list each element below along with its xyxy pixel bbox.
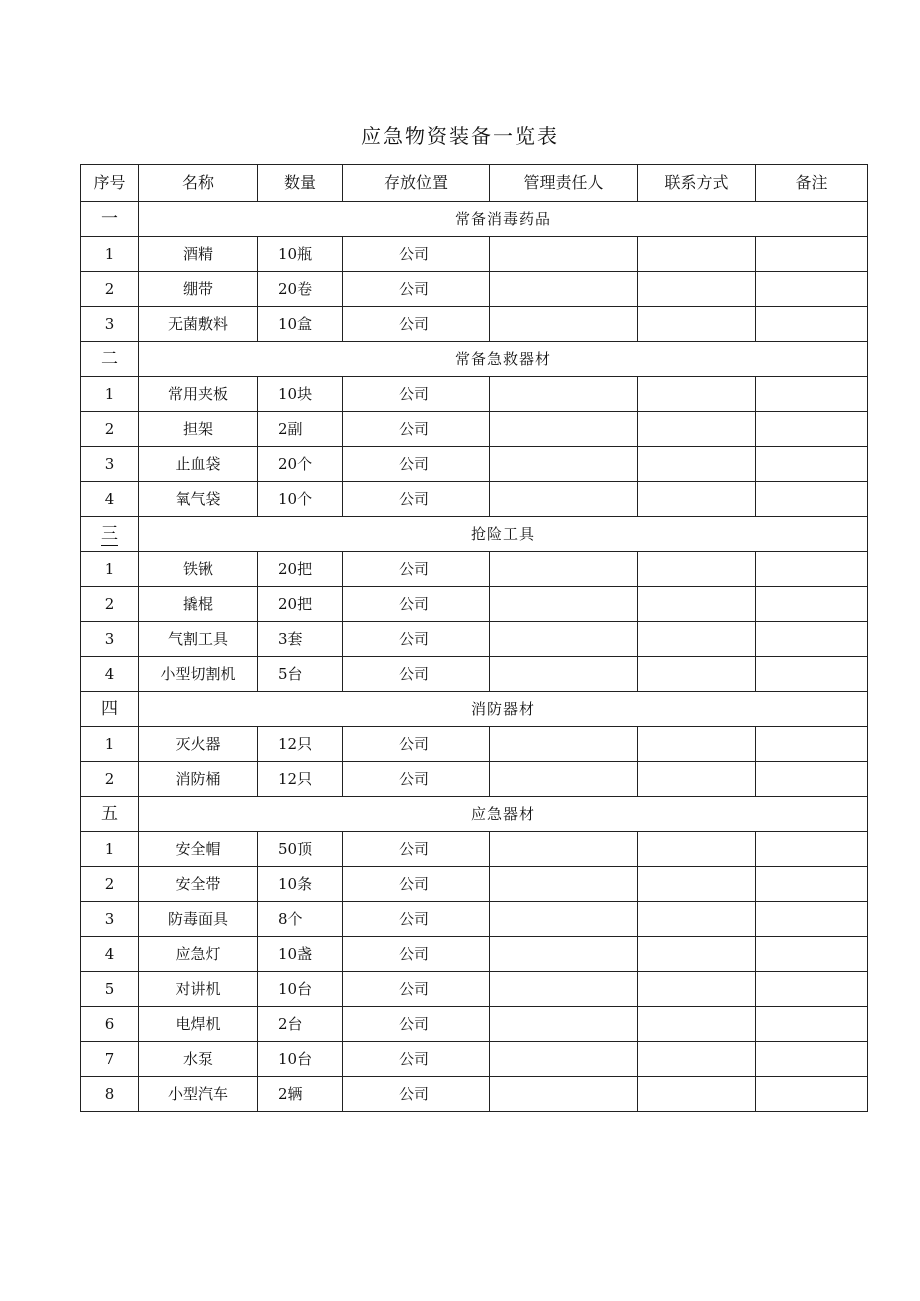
cell-note (756, 447, 868, 482)
cell-note (756, 272, 868, 307)
cell-seq: 2 (81, 587, 139, 622)
cell-manager (490, 832, 638, 867)
cell-name: 消防桶 (139, 762, 258, 797)
cell-location: 公司 (343, 237, 490, 272)
cell-name: 气割工具 (139, 622, 258, 657)
cell-name: 无菌敷料 (139, 307, 258, 342)
cell-name: 防毒面具 (139, 902, 258, 937)
cell-manager (490, 552, 638, 587)
cell-contact (638, 1007, 756, 1042)
cell-contact (638, 552, 756, 587)
table-row (81, 1042, 868, 1077)
cell-location: 公司 (343, 482, 490, 517)
header-name: 名称 (139, 165, 258, 202)
section-number (81, 202, 139, 237)
cell-location: 公司 (343, 972, 490, 1007)
cell-qty: 50顶 (258, 832, 343, 867)
cell-contact (638, 937, 756, 972)
table-row (81, 412, 868, 447)
cell-manager (490, 657, 638, 692)
table-row (81, 657, 868, 692)
cell-location: 公司 (343, 867, 490, 902)
cell-qty: 2台 (258, 1007, 343, 1042)
section-number-text: 一 (101, 208, 118, 229)
table-body (81, 202, 868, 1112)
cell-location: 公司 (343, 447, 490, 482)
cell-seq: 2 (81, 272, 139, 307)
table-row (81, 482, 868, 517)
cell-note (756, 972, 868, 1007)
table-row (81, 307, 868, 342)
cell-seq: 2 (81, 412, 139, 447)
cell-note (756, 552, 868, 587)
cell-note (756, 902, 868, 937)
cell-contact (638, 832, 756, 867)
cell-seq: 8 (81, 1077, 139, 1112)
cell-qty: 3套 (258, 622, 343, 657)
cell-manager (490, 307, 638, 342)
table-row (81, 587, 868, 622)
cell-contact (638, 867, 756, 902)
cell-qty: 20把 (258, 552, 343, 587)
cell-qty: 12只 (258, 762, 343, 797)
cell-contact (638, 902, 756, 937)
cell-name: 止血袋 (139, 447, 258, 482)
cell-manager (490, 1042, 638, 1077)
section-title: 抢险工具 (139, 517, 868, 552)
cell-name: 电焊机 (139, 1007, 258, 1042)
cell-location: 公司 (343, 762, 490, 797)
cell-location: 公司 (343, 552, 490, 587)
cell-seq: 4 (81, 482, 139, 517)
cell-location: 公司 (343, 937, 490, 972)
cell-qty: 2辆 (258, 1077, 343, 1112)
cell-manager (490, 902, 638, 937)
cell-manager (490, 622, 638, 657)
header-row (81, 165, 868, 202)
cell-contact (638, 657, 756, 692)
table-row (81, 937, 868, 972)
table-row (81, 237, 868, 272)
cell-name: 水泵 (139, 1042, 258, 1077)
table-row (81, 377, 868, 412)
cell-seq: 5 (81, 972, 139, 1007)
cell-qty: 12只 (258, 727, 343, 762)
cell-note (756, 1007, 868, 1042)
cell-contact (638, 307, 756, 342)
cell-contact (638, 762, 756, 797)
cell-qty: 10个 (258, 482, 343, 517)
cell-location: 公司 (343, 902, 490, 937)
cell-note (756, 867, 868, 902)
cell-location: 公司 (343, 1007, 490, 1042)
header-qty: 数量 (258, 165, 343, 202)
cell-manager (490, 762, 638, 797)
cell-contact (638, 237, 756, 272)
cell-seq: 3 (81, 902, 139, 937)
cell-contact (638, 1042, 756, 1077)
cell-seq: 1 (81, 552, 139, 587)
cell-name: 绷带 (139, 272, 258, 307)
cell-name: 小型汽车 (139, 1077, 258, 1112)
table-row (81, 762, 868, 797)
cell-qty: 2副 (258, 412, 343, 447)
cell-location: 公司 (343, 657, 490, 692)
cell-manager (490, 377, 638, 412)
cell-manager (490, 867, 638, 902)
table-row (81, 1007, 868, 1042)
cell-name: 安全带 (139, 867, 258, 902)
table-row (81, 867, 868, 902)
cell-seq: 6 (81, 1007, 139, 1042)
cell-manager (490, 447, 638, 482)
cell-seq: 1 (81, 727, 139, 762)
cell-note (756, 832, 868, 867)
cell-qty: 20把 (258, 587, 343, 622)
section-row (81, 692, 868, 727)
cell-note (756, 622, 868, 657)
cell-contact (638, 272, 756, 307)
cell-note (756, 657, 868, 692)
cell-note (756, 1077, 868, 1112)
section-title: 消防器材 (139, 692, 868, 727)
cell-contact (638, 447, 756, 482)
cell-seq: 3 (81, 622, 139, 657)
cell-location: 公司 (343, 622, 490, 657)
header-seq: 序号 (81, 165, 139, 202)
section-title: 应急器材 (139, 797, 868, 832)
cell-location: 公司 (343, 412, 490, 447)
cell-location: 公司 (343, 272, 490, 307)
cell-manager (490, 972, 638, 1007)
cell-seq: 1 (81, 832, 139, 867)
section-number-text: 二 (101, 348, 118, 369)
cell-manager (490, 1077, 638, 1112)
section-title: 常备急救器材 (139, 342, 868, 377)
cell-name: 撬棍 (139, 587, 258, 622)
inventory-table (80, 164, 868, 1112)
cell-manager (490, 727, 638, 762)
cell-location: 公司 (343, 832, 490, 867)
cell-note (756, 762, 868, 797)
section-row (81, 202, 868, 237)
cell-contact (638, 972, 756, 1007)
section-number-text: 五 (101, 803, 118, 824)
cell-contact (638, 727, 756, 762)
cell-contact (638, 587, 756, 622)
section-number (81, 342, 139, 377)
cell-seq: 4 (81, 657, 139, 692)
table-row (81, 902, 868, 937)
cell-note (756, 727, 868, 762)
cell-note (756, 377, 868, 412)
table-row (81, 622, 868, 657)
table-row (81, 552, 868, 587)
cell-qty: 10条 (258, 867, 343, 902)
cell-seq: 3 (81, 447, 139, 482)
cell-manager (490, 482, 638, 517)
page-title: 应急物资装备一览表 (361, 124, 559, 148)
cell-contact (638, 412, 756, 447)
cell-seq: 4 (81, 937, 139, 972)
cell-contact (638, 622, 756, 657)
cell-name: 担架 (139, 412, 258, 447)
cell-qty: 10台 (258, 1042, 343, 1077)
cell-qty: 10块 (258, 377, 343, 412)
table-row (81, 272, 868, 307)
cell-note (756, 937, 868, 972)
cell-location: 公司 (343, 1077, 490, 1112)
cell-qty: 10盒 (258, 307, 343, 342)
section-number (81, 517, 139, 552)
cell-manager (490, 937, 638, 972)
header-note: 备注 (756, 165, 868, 202)
section-row (81, 797, 868, 832)
cell-note (756, 587, 868, 622)
cell-qty: 10瓶 (258, 237, 343, 272)
cell-manager (490, 587, 638, 622)
cell-qty: 10台 (258, 972, 343, 1007)
cell-manager (490, 1007, 638, 1042)
cell-name: 氧气袋 (139, 482, 258, 517)
table-row (81, 832, 868, 867)
table-row (81, 972, 868, 1007)
cell-note (756, 237, 868, 272)
cell-qty: 8个 (258, 902, 343, 937)
cell-name: 铁锹 (139, 552, 258, 587)
cell-seq: 3 (81, 307, 139, 342)
cell-qty: 20卷 (258, 272, 343, 307)
header-contact: 联系方式 (638, 165, 756, 202)
table-row (81, 1077, 868, 1112)
cell-contact (638, 482, 756, 517)
table-row (81, 447, 868, 482)
cell-qty: 10盏 (258, 937, 343, 972)
cell-name: 酒精 (139, 237, 258, 272)
cell-qty: 5台 (258, 657, 343, 692)
cell-name: 应急灯 (139, 937, 258, 972)
table-row (81, 727, 868, 762)
header-location: 存放位置 (343, 165, 490, 202)
cell-location: 公司 (343, 587, 490, 622)
section-number (81, 797, 139, 832)
cell-contact (638, 377, 756, 412)
cell-name: 对讲机 (139, 972, 258, 1007)
section-number-text: 四 (101, 698, 118, 719)
cell-note (756, 482, 868, 517)
cell-name: 灭火器 (139, 727, 258, 762)
cell-manager (490, 412, 638, 447)
cell-name: 小型切割机 (139, 657, 258, 692)
cell-location: 公司 (343, 377, 490, 412)
cell-location: 公司 (343, 727, 490, 762)
cell-contact (638, 1077, 756, 1112)
section-row (81, 342, 868, 377)
cell-seq: 1 (81, 237, 139, 272)
cell-name: 常用夹板 (139, 377, 258, 412)
section-title: 常备消毒药品 (139, 202, 868, 237)
cell-location: 公司 (343, 307, 490, 342)
cell-note (756, 412, 868, 447)
cell-note (756, 307, 868, 342)
cell-name: 安全帽 (139, 832, 258, 867)
section-number-text: 三 (101, 523, 118, 544)
section-number (81, 692, 139, 727)
cell-seq: 2 (81, 762, 139, 797)
section-row (81, 517, 868, 552)
cell-seq: 1 (81, 377, 139, 412)
header-manager: 管理责任人 (490, 165, 638, 202)
cell-qty: 20个 (258, 447, 343, 482)
cell-seq: 7 (81, 1042, 139, 1077)
cell-seq: 2 (81, 867, 139, 902)
cell-manager (490, 237, 638, 272)
cell-note (756, 1042, 868, 1077)
cell-manager (490, 272, 638, 307)
cell-location: 公司 (343, 1042, 490, 1077)
